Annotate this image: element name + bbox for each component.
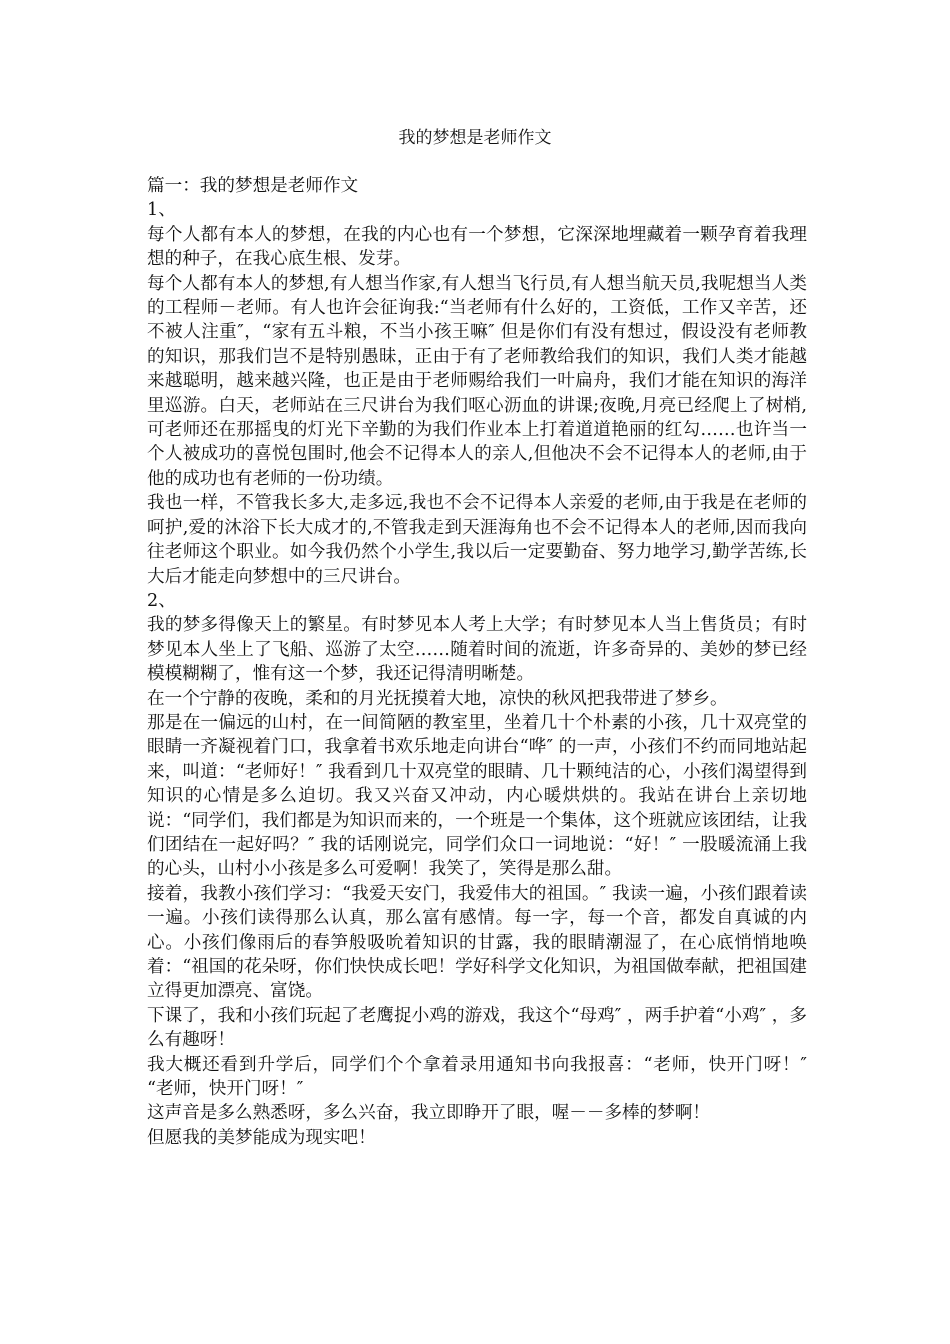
document-body (147, 174, 807, 1150)
section-heading: 篇一：我的梦想是老师作文 (147, 176, 359, 196)
section-number: 1、 (147, 200, 176, 221)
paragraph: 每个人都有本人的梦想，在我的内心也有一个梦想，它深深地埋藏着一颗孕育着我理想的种子，在我心底生根、发芽。 (147, 224, 807, 270)
paragraph: 接着，我教小孩们学习：“我爱天安门，我爱伟大的祖国。″ 我读一遍，小孩们跟着读一遍。小孩们读得那么认真，那么富有感情。每一字，每一个音，都发自真诚的内心。小孩们像雨后的春笋般吸吮着知识的甘露，我的眼睛潮湿了，在心底悄悄地唤着：“祖国的花朵呀，你们快快成长吧！学好科学文化知识，为祖国做奉献，把祖国建立得更加漂亮、富饶。 (147, 883, 807, 1002)
paragraph: 那是在一偏远的山村，在一间简陋的教室里，坐着几十个朴素的小孩，几十双亮堂的眼睛一齐凝视着门口，我拿着书欢乐地走向讲台“哗″ 的一声，小孩们不约而同地站起来，叫道：“老师好！″ 我看到几十双亮堂的眼睛、几十颗纯洁的心，小孩们渴望得到知识的心情是多么迫切。我又兴奋又冲动，内心暖烘烘的。我站在讲台上亲切地说：“同学们，我们都是为知识而来的，一个班是一个集体，这个班就应该团结，让我们团结在一起好吗？″ 我的话刚说完，同学们众口一词地说：“好！″ 一股暖流涌上我的心头，山村小小孩是多么可爱啊！我笑了，笑得是那么甜。 (147, 712, 807, 880)
paragraph: 我也一样，不管我长多大,走多远,我也不会不记得本人亲爱的老师,由于我是在老师的呵护,爱的沐浴下长大成才的,不管我走到天涯海角也不会不记得本人的老师,因而我向往老师这个职业。如今我仍然个小学生,我以后一定要勤奋、努力地学习,勤学苦练,长大后才能走向梦想中的三尺讲台。 (147, 493, 807, 587)
paragraph: 下课了，我和小孩们玩起了老鹰捉小鸡的游戏，我这个“母鸡″ ，两手护着“小鸡″ ，多么有趣呀！ (147, 1005, 807, 1051)
paragraph: 在一个宁静的夜晚，柔和的月光抚摸着大地，凉快的秋风把我带进了梦乡。 (147, 688, 728, 709)
paragraph: 我的梦多得像天上的繁星。有时梦见本人考上大学；有时梦见本人当上售货员；有时梦见本人坐上了飞船、巡游了太空……随着时间的流逝，许多奇异的、美妙的梦已经模模糊糊了，惟有这一个梦，我还记得清明晰楚。 (147, 615, 807, 685)
section-number: 2、 (147, 590, 176, 611)
document-title: 我的梦想是老师作文 (398, 128, 552, 148)
paragraph: 这声音是多么熟悉呀，多么兴奋，我立即睁开了眼，喔－－多棒的梦啊！ (147, 1103, 711, 1124)
paragraph: 我大概还看到升学后，同学们个个拿着录用通知书向我报喜：“老师，快开门呀！″ “老师，快开门呀！″ (147, 1054, 807, 1100)
paragraph: 但愿我的美梦能成为现实吧！ (147, 1127, 376, 1148)
paragraph: 每个人都有本人的梦想,有人想当作家,有人想当飞行员,有人想当航天员,我呢想当人类的工程师－老师。有人也许会征询我:“当老师有什么好的，工资低，工作又辛苦，还不被人注重″，“家有五斗粮，不当小孩王嘛″ 但是你们有没有想过，假设没有老师教的知识，那我们岂不是特别愚昧，正由于有了老师教给我们的知识，我们人类才能越来越聪明，越来越兴隆，也正是由于老师赐给我们一叶扁舟，我们才能在知识的海洋里巡游。白天，老师站在三尺讲台为我们呕心沥血的讲课;夜晚,月亮已经爬上了树梢,可老师还在那摇曳的灯光下辛勤的为我们作业本上打着道道艳丽的红勾……也许当一个人被成功的喜悦包围时,他会不记得本人的亲人,但他决不会不记得本人的老师,由于他的成功也有老师的一份功绩。 (147, 273, 807, 489)
